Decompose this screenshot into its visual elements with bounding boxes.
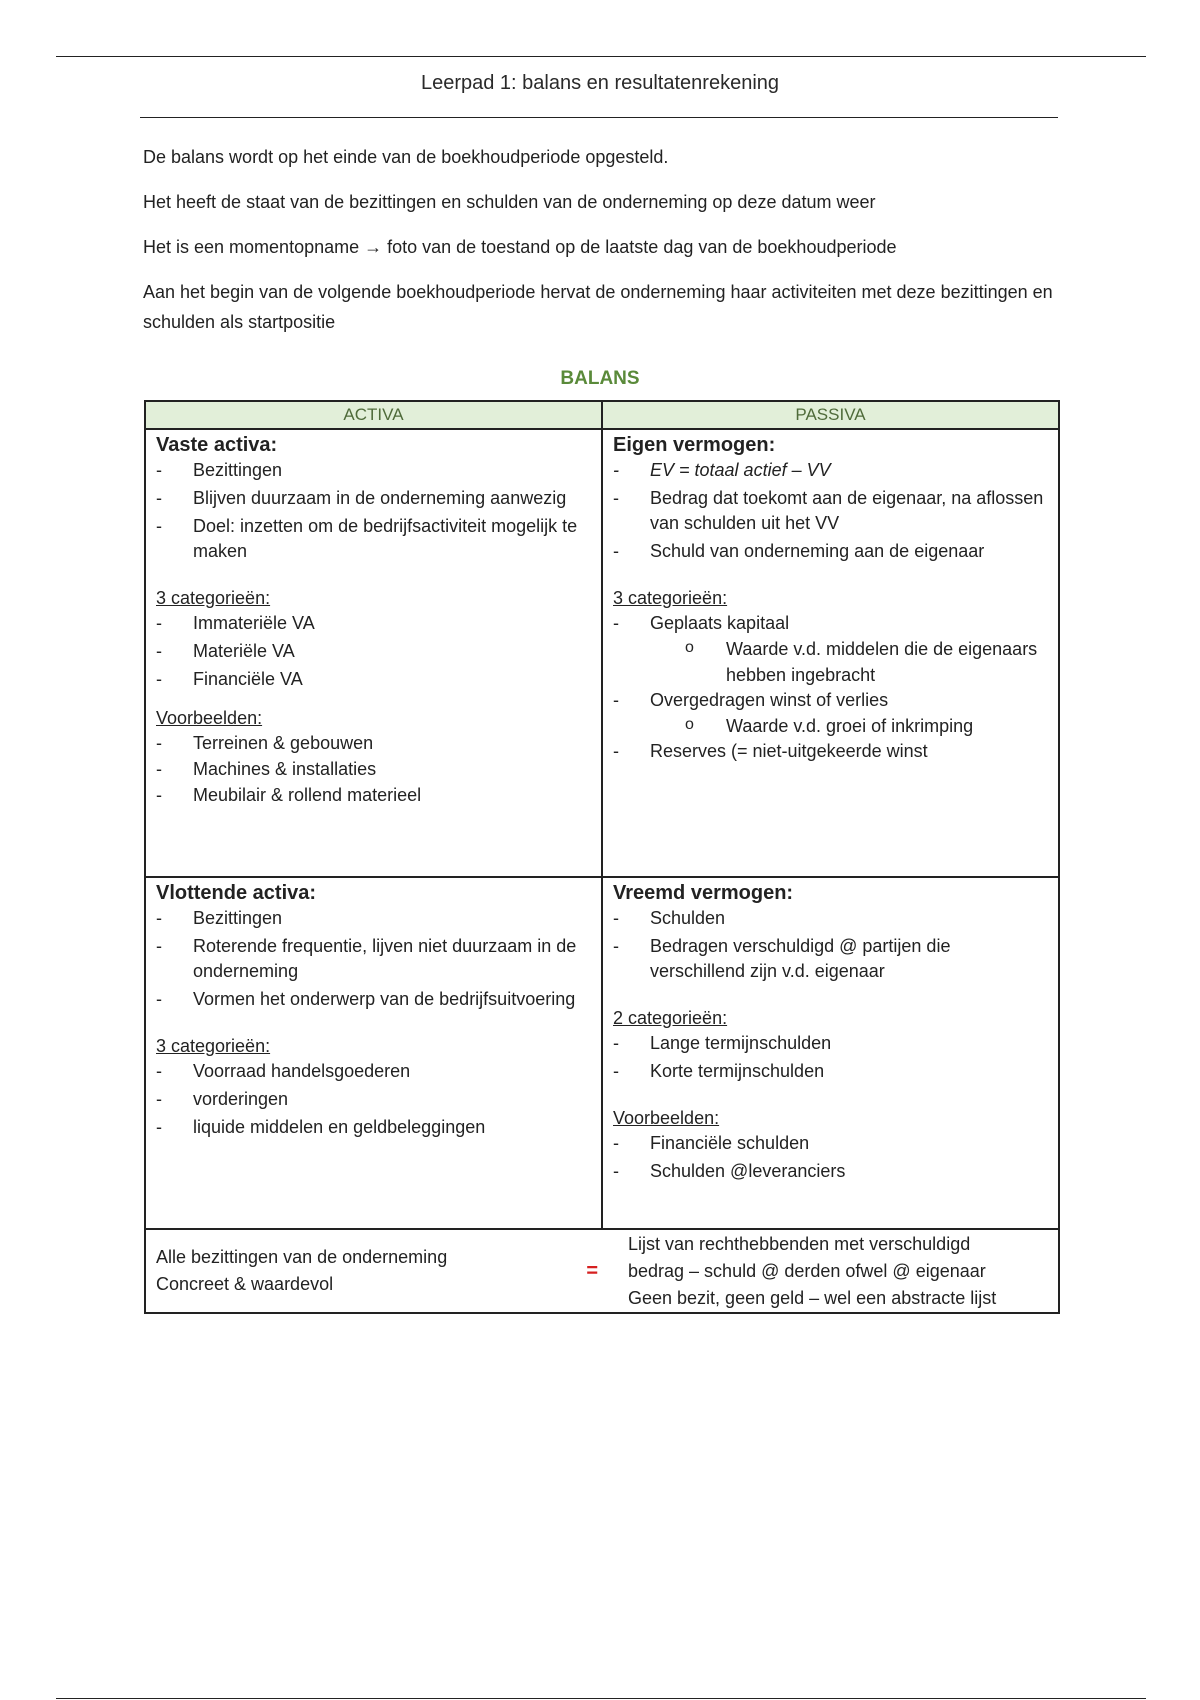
vaste-activa-cell	[145, 429, 602, 877]
equals-sign: =	[586, 1260, 598, 1282]
top-rule	[56, 56, 1146, 57]
intro-paragraph: Het is een momentopname → foto van de toestand op de laatste dag van de boekhoudperiode	[143, 237, 897, 257]
footer-right-cell	[602, 1229, 1059, 1313]
vlottende-activa-list	[156, 906, 593, 1012]
list-item: - Schulden @leveranciers	[613, 1159, 1050, 1184]
category-label: 3 categorieën:	[613, 588, 728, 608]
list-item: - Korte termijnschulden	[613, 1059, 1050, 1084]
vreemd-vermogen-list	[613, 906, 1050, 984]
category-label: 2 categorieën:	[613, 1008, 728, 1028]
page-title: Leerpad 1: balans en resultatenrekening	[420, 72, 780, 94]
vreemd-vermogen-cell	[602, 877, 1059, 1229]
list-item: - liquide middelen en geldbeleggingen	[156, 1115, 593, 1140]
list-item: - Terreinen & gebouwen	[156, 731, 593, 756]
list-item: - Schulden	[613, 906, 1050, 931]
title-underline	[140, 117, 1058, 118]
list-item: - Vormen het onderwerp van de bedrijfsuitvoering	[156, 987, 593, 1012]
vaste-activa-examples	[156, 731, 593, 808]
passiva-header: PASSIVA	[602, 401, 1059, 429]
eigen-vermogen-list	[613, 458, 1050, 564]
intro-paragraph: De balans wordt op het einde van de boekhoudperiode opgesteld.	[143, 147, 669, 167]
vaste-activa-heading: Vaste activa:	[156, 434, 278, 456]
vlottende-activa-cell	[145, 877, 602, 1229]
vreemd-vermogen-heading: Vreemd vermogen:	[613, 882, 794, 904]
category-label: 3 categorieën:	[156, 588, 271, 608]
footer-right-line: Geen bezit, geen geld – wel een abstracte lijst	[628, 1288, 997, 1308]
list-item: - Overgedragen winst of verlies	[613, 688, 1050, 713]
list-item: - EV = totaal actief – VV	[613, 458, 1050, 483]
list-item: - Reserves (= niet-uitgekeerde winst	[613, 739, 1050, 764]
eigen-vermogen-categories	[613, 611, 1050, 636]
vaste-activa-categories	[156, 611, 593, 692]
list-item: - Schuld van onderneming aan de eigenaar	[613, 539, 1050, 564]
footer-left-line: Alle bezittingen van de onderneming	[156, 1247, 448, 1267]
examples-label: Voorbeelden:	[613, 1108, 720, 1128]
footer-left-cell	[145, 1229, 602, 1313]
list-item: - Lange termijnschulden	[613, 1031, 1050, 1056]
list-item: - Financiële VA	[156, 667, 593, 692]
sub-list	[613, 713, 1050, 739]
list-item: - Geplaats kapitaal	[613, 611, 1050, 636]
list-item: - Doel: inzetten om de bedrijfsactiviteit mogelijk te maken	[156, 514, 593, 564]
list-item: - Bedragen verschuldigd @ partijen die verschillend zijn v.d. eigenaar	[613, 934, 1050, 984]
list-item: - Machines & installaties	[156, 757, 593, 782]
footer-right-line: bedrag – schuld @ derden ofwel @ eigenaar	[628, 1261, 986, 1281]
list-item: - Materiële VA	[156, 639, 593, 664]
list-item: - Immateriële VA	[156, 611, 593, 636]
sub-list	[613, 636, 1050, 688]
activa-header: ACTIVA	[145, 401, 602, 429]
sub-list-item: o Waarde v.d. groei of inkrimping	[613, 713, 1050, 739]
list-item: - vorderingen	[156, 1087, 593, 1112]
bottom-rule	[56, 1698, 1146, 1699]
list-item: - Bezittingen	[156, 906, 593, 931]
balans-title: BALANS	[560, 368, 640, 389]
eigen-vermogen-categories	[613, 688, 1050, 713]
footer-right-line: Lijst van rechthebbenden met verschuldigd	[628, 1234, 971, 1254]
sub-list-item: o Waarde v.d. middelen die de eigenaars hebben ingebracht	[613, 636, 1050, 688]
list-item: - Bedrag dat toekomt aan de eigenaar, na aflossen van schulden uit het VV	[613, 486, 1050, 536]
intro-paragraph: Het heeft de staat van de bezittingen en schulden van de onderneming op deze datum weer	[143, 192, 876, 212]
list-item: - Bezittingen	[156, 458, 593, 483]
list-item: - Voorraad handelsgoederen	[156, 1059, 593, 1084]
list-item: - Meubilair & rollend materieel	[156, 783, 593, 808]
footer-left-line: Concreet & waardevol	[156, 1274, 334, 1294]
list-item: - Blijven duurzaam in de onderneming aanwezig	[156, 486, 593, 511]
balans-table	[144, 400, 1060, 1314]
intro-paragraph: Aan het begin van de volgende boekhoudperiode hervat de onderneming haar activiteiten met deze bezittingen en schulden als startpositie	[143, 282, 1053, 332]
category-label: 3 categorieën:	[156, 1036, 271, 1056]
examples-label: Voorbeelden:	[156, 708, 263, 728]
eigen-vermogen-categories	[613, 739, 1050, 764]
vreemd-vermogen-examples	[613, 1131, 1050, 1184]
list-item: - Financiële schulden	[613, 1131, 1050, 1156]
list-item: - Roterende frequentie, lijven niet duurzaam in de onderneming	[156, 934, 593, 984]
vaste-activa-list	[156, 458, 593, 564]
vreemd-vermogen-categories	[613, 1031, 1050, 1084]
eigen-vermogen-cell	[602, 429, 1059, 877]
vlottende-activa-categories	[156, 1059, 593, 1140]
vlottende-activa-heading: Vlottende activa:	[156, 882, 317, 904]
eigen-vermogen-heading: Eigen vermogen:	[613, 434, 776, 456]
intro-text	[143, 142, 1073, 352]
